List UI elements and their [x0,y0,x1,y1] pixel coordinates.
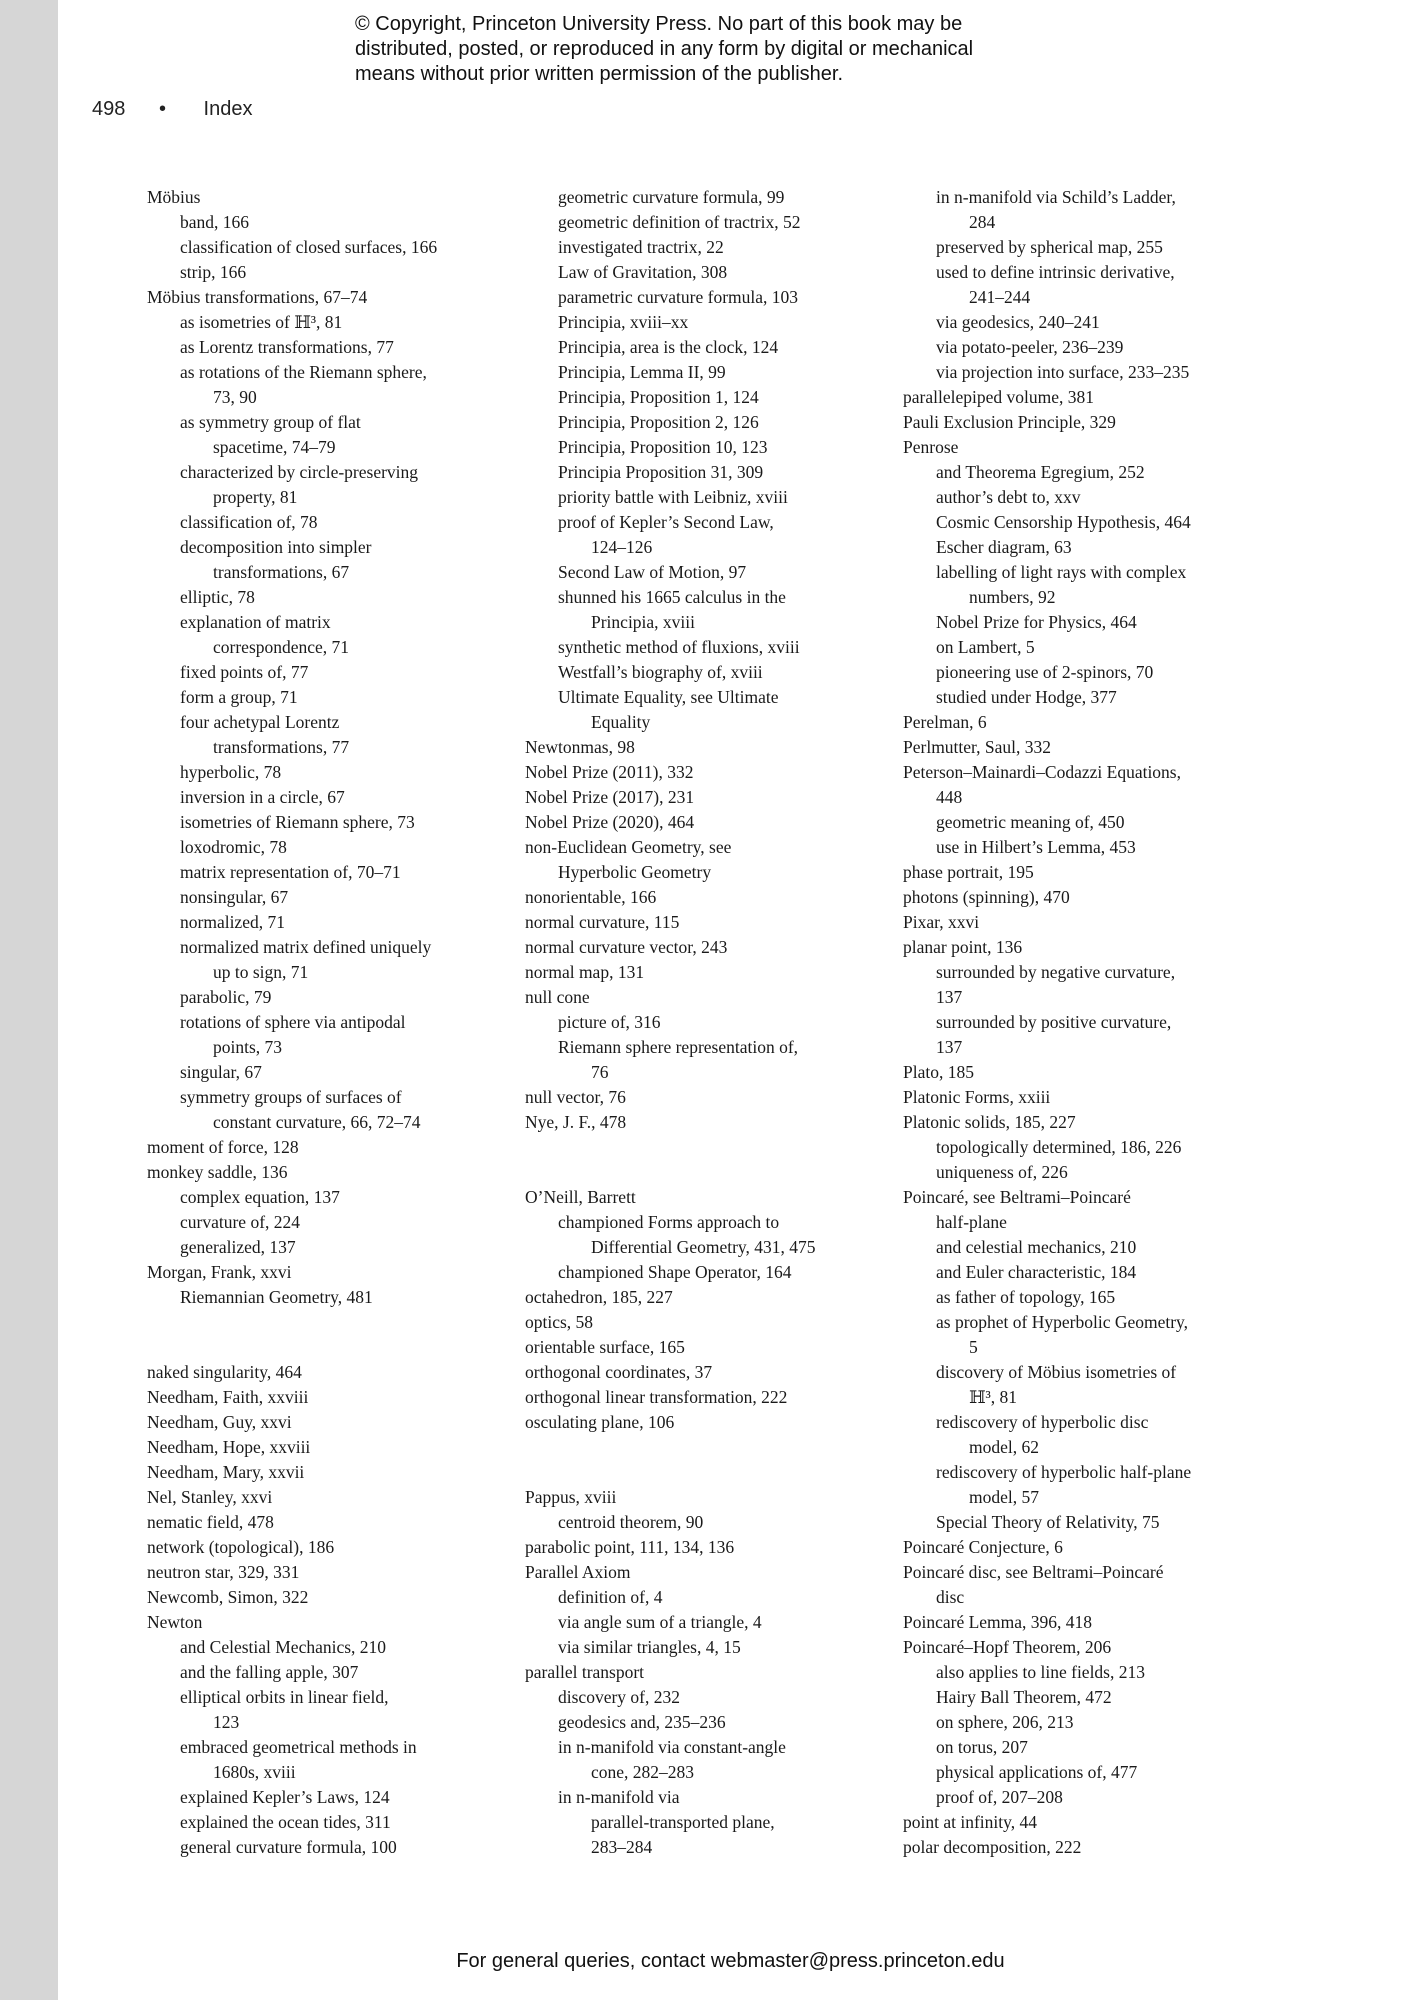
header-bullet: • [158,98,166,120]
page-gutter [0,0,58,2000]
index-subentry: 284 [969,212,996,232]
index-subentry: Equality [591,712,651,732]
footer-text: For general queries, contact webmaster@press.princeton.edu [456,1950,1005,1972]
index-subentry: correspondence, 71 [213,637,350,657]
index-entry: polar decomposition, 222 [903,1837,1082,1857]
index-subentry: discovery of Möbius isometries of [936,1362,1177,1382]
index-entry: optics, 58 [525,1312,594,1332]
index-subentry: fixed points of, 77 [180,662,309,682]
index-subentry: in n-manifold via constant-angle [558,1737,786,1757]
index-subentry: 283–284 [591,1837,653,1857]
index-gap [147,1310,537,1360]
index-entry: Poincaré–Hopf Theorem, 206 [903,1637,1112,1657]
index-entry: orthogonal linear transformation, 222 [525,1387,788,1407]
index-subentry: and Euler characteristic, 184 [936,1262,1137,1282]
index-entry: Needham, Guy, xxvi [147,1412,292,1432]
index-subentry: studied under Hodge, 377 [936,687,1117,707]
index-subentry: Principia, Proposition 10, 123 [558,437,768,457]
index-subentry: ℍ³, 81 [969,1387,1018,1407]
index-subentry: 123 [213,1712,240,1732]
index-subentry: band, 166 [180,212,250,232]
index-subentry: as rotations of the Riemann sphere, [180,362,427,382]
index-subentry: priority battle with Leibniz, xviii [558,487,788,507]
index-gap [525,1135,915,1185]
index-subentry: Escher diagram, 63 [936,537,1072,557]
index-entry: Penrose [903,437,959,457]
index-subentry: cone, 282–283 [591,1762,695,1782]
index-subentry: Principia, Lemma II, 99 [558,362,726,382]
index-subentry: use in Hilbert’s Lemma, 453 [936,837,1136,857]
index-subentry: Principia Proposition 31, 309 [558,462,764,482]
index-entry: Parallel Axiom [525,1562,631,1582]
index-gap [525,1435,915,1485]
index-subentry: topologically determined, 186, 226 [936,1137,1182,1157]
index-subentry: 124–126 [591,537,653,557]
index-entry: Möbius [147,187,201,207]
index-subentry: investigated tractrix, 22 [558,237,724,257]
index-entry: Plato, 185 [903,1062,974,1082]
index-entry: point at infinity, 44 [903,1812,1037,1832]
index-subentry: as prophet of Hyperbolic Geometry, [936,1312,1189,1332]
section-title: Index [203,98,253,120]
index-subentry: transformations, 67 [213,562,350,582]
index-subentry: Ultimate Equality, see Ultimate [558,687,779,707]
index-subentry: via potato-peeler, 236–239 [936,337,1124,357]
index-subentry: and Celestial Mechanics, 210 [180,1637,387,1657]
index-entry: network (topological), 186 [147,1537,335,1557]
index-subentry: parallel-transported plane, [591,1812,775,1832]
page-number: 498 [92,98,126,120]
index-subentry: picture of, 316 [558,1012,661,1032]
index-subentry: geometric curvature formula, 99 [558,187,785,207]
index-entry: null cone [525,987,590,1007]
index-entry: parabolic point, 111, 134, 136 [525,1537,735,1557]
index-entry: octahedron, 185, 227 [525,1287,673,1307]
index-entry: monkey saddle, 136 [147,1162,288,1182]
index-subentry: Special Theory of Relativity, 75 [936,1512,1160,1532]
index-subentry: explained the ocean tides, 311 [180,1812,391,1832]
index-subentry: Westfall’s biography of, xviii [558,662,763,682]
index-entry: Poincaré Conjecture, 6 [903,1537,1063,1557]
index-subentry: up to sign, 71 [213,962,309,982]
index-subentry: and the falling apple, 307 [180,1662,359,1682]
index-entry: nonorientable, 166 [525,887,657,907]
index-entry: Nobel Prize (2017), 231 [525,787,695,807]
index-subentry: 76 [591,1062,609,1082]
index-subentry: discovery of, 232 [558,1687,680,1707]
index-subentry: used to define intrinsic derivative, [936,262,1175,282]
running-head [92,98,252,121]
index-entry: photons (spinning), 470 [903,887,1070,907]
index-entry: planar point, 136 [903,937,1023,957]
index-subentry: Cosmic Censorship Hypothesis, 464 [936,512,1191,532]
index-subentry: normalized, 71 [180,912,285,932]
index-subentry: generalized, 137 [180,1237,296,1257]
index-subentry: explained Kepler’s Laws, 124 [180,1787,390,1807]
index-subentry: as symmetry group of flat [180,412,361,432]
index-column-3 [903,185,1293,1860]
index-subentry: elliptical orbits in linear field, [180,1687,389,1707]
index-subentry: championed Forms approach to [558,1212,780,1232]
index-entry: Newcomb, Simon, 322 [147,1587,309,1607]
index-entry: Needham, Mary, xxvii [147,1462,305,1482]
index-subentry: on Lambert, 5 [936,637,1035,657]
index-entry: Poincaré disc, see Beltrami–Poincaré [903,1562,1164,1582]
index-entry: non-Euclidean Geometry, see [525,837,732,857]
copyright-notice [355,12,1115,87]
index-entry: Nye, J. F., 478 [525,1112,627,1132]
index-entry: Poincaré Lemma, 396, 418 [903,1612,1093,1632]
index-entry: Perelman, 6 [903,712,987,732]
index-entry: orientable surface, 165 [525,1337,685,1357]
index-entry: Pixar, xxvi [903,912,980,932]
index-subentry: and Theorema Egregium, 252 [936,462,1145,482]
index-subentry: geodesics and, 235–236 [558,1712,726,1732]
index-entry: normal curvature vector, 243 [525,937,728,957]
index-subentry: Hairy Ball Theorem, 472 [936,1687,1112,1707]
index-entry: moment of force, 128 [147,1137,299,1157]
index-subentry: 73, 90 [213,387,257,407]
index-subentry: rotations of sphere via antipodal [180,1012,406,1032]
index-subentry: physical applications of, 477 [936,1762,1138,1782]
index-entry: Platonic Forms, xxiii [903,1087,1051,1107]
index-subentry: 1680s, xviii [213,1762,296,1782]
index-subentry: geometric meaning of, 450 [936,812,1125,832]
copyright-line: means without prior written permission of the publisher. [355,63,844,85]
index-entry: Newton [147,1612,203,1632]
copyright-line: © Copyright, Princeton University Press. No part of this book may be [355,13,963,35]
index-subentry: as father of topology, 165 [936,1287,1116,1307]
index-subentry: characterized by circle-preserving [180,462,419,482]
index-subentry: rediscovery of hyperbolic half-plane [936,1462,1192,1482]
index-subentry: on sphere, 206, 213 [936,1712,1074,1732]
index-subentry: form a group, 71 [180,687,298,707]
index-subentry: elliptic, 78 [180,587,255,607]
index-subentry: parabolic, 79 [180,987,272,1007]
index-subentry: rediscovery of hyperbolic disc [936,1412,1149,1432]
index-entry: osculating plane, 106 [525,1412,675,1432]
footer-contact [0,1950,1401,1973]
index-entry: phase portrait, 195 [903,862,1034,882]
index-subentry: 137 [936,1037,963,1057]
index-subentry: as Lorentz transformations, 77 [180,337,394,357]
index-subentry: normalized matrix defined uniquely [180,937,432,957]
index-subentry: in n-manifold via [558,1787,680,1807]
index-subentry: Second Law of Motion, 97 [558,562,747,582]
index-entry: Needham, Hope, xxviii [147,1437,311,1457]
index-entry: naked singularity, 464 [147,1362,302,1382]
index-subentry: definition of, 4 [558,1587,663,1607]
index-subentry: 137 [936,987,963,1007]
index-subentry: and celestial mechanics, 210 [936,1237,1137,1257]
index-subentry: parametric curvature formula, 103 [558,287,799,307]
index-subentry: general curvature formula, 100 [180,1837,397,1857]
index-subentry: as isometries of ℍ³, 81 [180,312,343,332]
index-subentry: author’s debt to, xxv [936,487,1081,507]
index-subentry: via projection into surface, 233–235 [936,362,1190,382]
index-subentry: four achetypal Lorentz [180,712,340,732]
index-subentry: loxodromic, 78 [180,837,287,857]
index-subentry: Hyperbolic Geometry [558,862,712,882]
index-subentry: championed Shape Operator, 164 [558,1262,792,1282]
index-subentry: geometric definition of tractrix, 52 [558,212,801,232]
index-subentry: labelling of light rays with complex [936,562,1187,582]
index-subentry: inversion in a circle, 67 [180,787,345,807]
index-entry: O’Neill, Barrett [525,1187,636,1207]
index-subentry: centroid theorem, 90 [558,1512,704,1532]
index-subentry: classification of, 78 [180,512,318,532]
index-subentry: on torus, 207 [936,1737,1028,1757]
index-subentry: embraced geometrical methods in [180,1737,417,1757]
index-subentry: Principia, xviii [591,612,696,632]
index-entry: Poincaré, see Beltrami–Poincaré [903,1187,1131,1207]
index-subentry: Differential Geometry, 431, 475 [591,1237,816,1257]
index-subentry: half-plane [936,1212,1007,1232]
index-subentry: constant curvature, 66, 72–74 [213,1112,421,1132]
index-subentry: model, 62 [969,1437,1039,1457]
index-entry: Peterson–Mainardi–Codazzi Equations, [903,762,1181,782]
index-subentry: Principia, xviii–xx [558,312,689,332]
index-subentry: Law of Gravitation, 308 [558,262,728,282]
index-subentry: 5 [969,1337,978,1357]
index-column-2 [525,185,915,1860]
index-subentry: uniqueness of, 226 [936,1162,1068,1182]
index-entry: Nobel Prize (2020), 464 [525,812,695,832]
index-entry: normal map, 131 [525,962,645,982]
index-entry: Perlmutter, Saul, 332 [903,737,1052,757]
index-subentry: model, 57 [969,1487,1039,1507]
index-entry: Newtonmas, 98 [525,737,635,757]
index-subentry: proof of, 207–208 [936,1787,1063,1807]
index-entry: Nel, Stanley, xxvi [147,1487,273,1507]
index-subentry: Principia, Proposition 1, 124 [558,387,759,407]
index-subentry: complex equation, 137 [180,1187,340,1207]
index-entry: Möbius transformations, 67–74 [147,287,368,307]
index-subentry: decomposition into simpler [180,537,372,557]
index-subentry: transformations, 77 [213,737,350,757]
index-subentry: symmetry groups of surfaces of [180,1087,402,1107]
index-entry: normal curvature, 115 [525,912,680,932]
index-subentry: in n-manifold via Schild’s Ladder, [936,187,1176,207]
index-subentry: nonsingular, 67 [180,887,289,907]
index-subentry: curvature of, 224 [180,1212,301,1232]
index-subentry: isometries of Riemann sphere, 73 [180,812,415,832]
index-subentry: points, 73 [213,1037,283,1057]
index-subentry: via angle sum of a triangle, 4 [558,1612,762,1632]
index-subentry: Principia, area is the clock, 124 [558,337,779,357]
index-subentry: matrix representation of, 70–71 [180,862,401,882]
index-subentry: Principia, Proposition 2, 126 [558,412,759,432]
index-subentry: Riemann sphere representation of, [558,1037,799,1057]
index-subentry: surrounded by positive curvature, [936,1012,1172,1032]
index-subentry: spacetime, 74–79 [213,437,336,457]
index-subentry: 448 [936,787,963,807]
index-entry: parallelepiped volume, 381 [903,387,1094,407]
index-subentry: via similar triangles, 4, 15 [558,1637,741,1657]
index-subentry: synthetic method of fluxions, xviii [558,637,800,657]
index-subentry: singular, 67 [180,1062,262,1082]
index-entry: Needham, Faith, xxviii [147,1387,309,1407]
index-subentry: shunned his 1665 calculus in the [558,587,786,607]
index-subentry: disc [936,1587,965,1607]
index-subentry: 241–244 [969,287,1031,307]
index-entry: nematic field, 478 [147,1512,274,1532]
index-subentry: classification of closed surfaces, 166 [180,237,438,257]
index-entry: Pauli Exclusion Principle, 329 [903,412,1116,432]
index-subentry: Riemannian Geometry, 481 [180,1287,373,1307]
index-entry: null vector, 76 [525,1087,626,1107]
index-entry: neutron star, 329, 331 [147,1562,300,1582]
index-subentry: numbers, 92 [969,587,1056,607]
index-subentry: proof of Kepler’s Second Law, [558,512,774,532]
copyright-line: distributed, posted, or reproduced in any form by digital or mechanical [355,38,974,60]
index-entry: orthogonal coordinates, 37 [525,1362,713,1382]
index-entry: parallel transport [525,1662,645,1682]
index-subentry: pioneering use of 2-spinors, 70 [936,662,1154,682]
index-subentry: via geodesics, 240–241 [936,312,1100,332]
index-subentry: strip, 166 [180,262,247,282]
index-subentry: explanation of matrix [180,612,331,632]
index-entry: Nobel Prize (2011), 332 [525,762,694,782]
index-entry: Platonic solids, 185, 227 [903,1112,1076,1132]
index-entry: Morgan, Frank, xxvi [147,1262,292,1282]
index-subentry: surrounded by negative curvature, [936,962,1176,982]
index-subentry: also applies to line fields, 213 [936,1662,1145,1682]
index-column-1 [147,185,537,1860]
index-entry: Pappus, xviii [525,1487,617,1507]
index-subentry: hyperbolic, 78 [180,762,282,782]
index-subentry: preserved by spherical map, 255 [936,237,1163,257]
index-subentry: property, 81 [213,487,298,507]
index-subentry: Nobel Prize for Physics, 464 [936,612,1137,632]
